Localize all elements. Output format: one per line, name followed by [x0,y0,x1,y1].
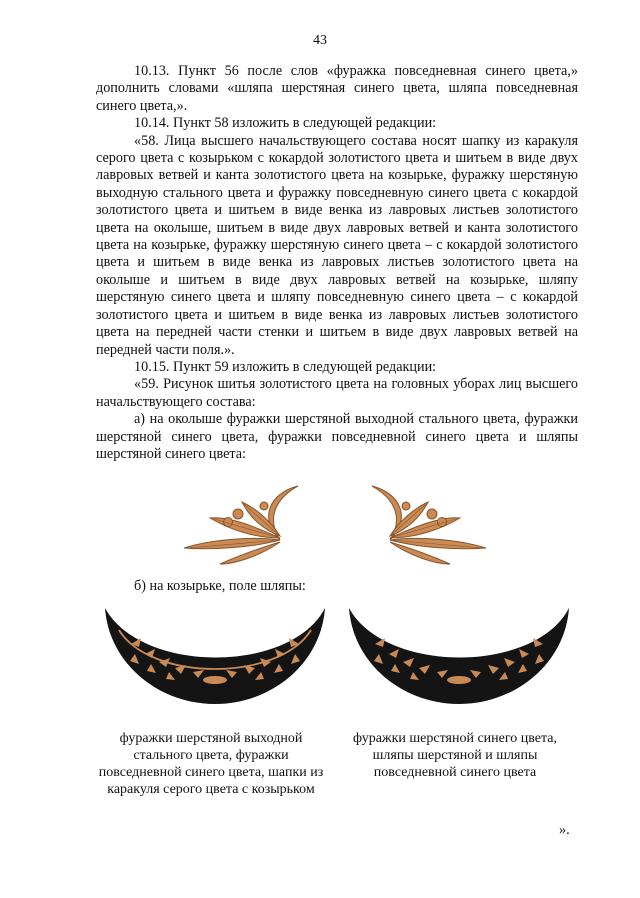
paragraph-10-13: 10.13. Пункт 56 после слов «фуражка повседневная синего цвета,» дополнить словами «шляпа шерстяная синего цвета, шляпа повседневная синего цвета,». [96,63,578,114]
closing-quote: ». [559,822,570,838]
page-number: 43 [313,33,327,48]
caption-left: фуражки шерстяной выходной стального цвета, фуражки повседневной синего цвета, шапки из каракуля серого цвета с козырьком [98,731,324,797]
label-b: б) на козырьке, поле шляпы: [134,578,306,594]
paragraph-10-15: 10.15. Пункт 59 изложить в следующей редакции: [134,358,437,375]
paragraph-58: «58. Лица высшего начальствующего состава носят шапку из каракуля серого цвета с козырьком с кокардой золотистого цвета и шитьем в виде двух лавровых ветвей и канта золотистого цвета на козырьке, фуражку шерстяную выходную стального цвета и фуражку повседневную синего цвета с кокардой золотистого цвета и шитьем в виде венка из лавровых листьев золотистого цвета на околыше, шитьем в виде двух лавровых ветвей и канта золотистого цвета на козырьке, фуражку шерстяную синего цвета – с кокардой золотистого цвета и шитьем в виде венка из лавровых листьев золотистого цвета на околыше и шитьем в виде двух лавровых ветвей на козырьке, шляпу шерстяную синего цвета и шляпу повседневную синего цвета – с кокардой золотистого цвета и шитьем в виде венка из лавровых листьев золотистого цвета на передней части стенки и шитьем в виде двух лавровых ветвей на передней части поля.». [96,132,578,358]
visor-embroidery-left [101,604,329,708]
paragraph-10-14: 10.14. Пункт 58 изложить в следующей редакции: [134,115,437,132]
body-text [96,63,578,463]
visor-embroidery-right [345,604,573,708]
paragraph-59: «59. Рисунок шитья золотистого цвета на головных уборах лиц высшего начальствующего состава: [96,376,578,410]
laurel-wreath-embroidery [180,478,490,568]
caption-right: фуражки шерстяной синего цвета, шляпы шерстяной и шляпы повседневной синего цвета [352,731,557,780]
paragraph-59-a: а) на околыше фуражки шерстяной выходной стального цвета, фуражки шерстяной синего цвета, фуражки повседневной синего цвета и шляпы шерстяной синего цвета: [96,411,578,462]
